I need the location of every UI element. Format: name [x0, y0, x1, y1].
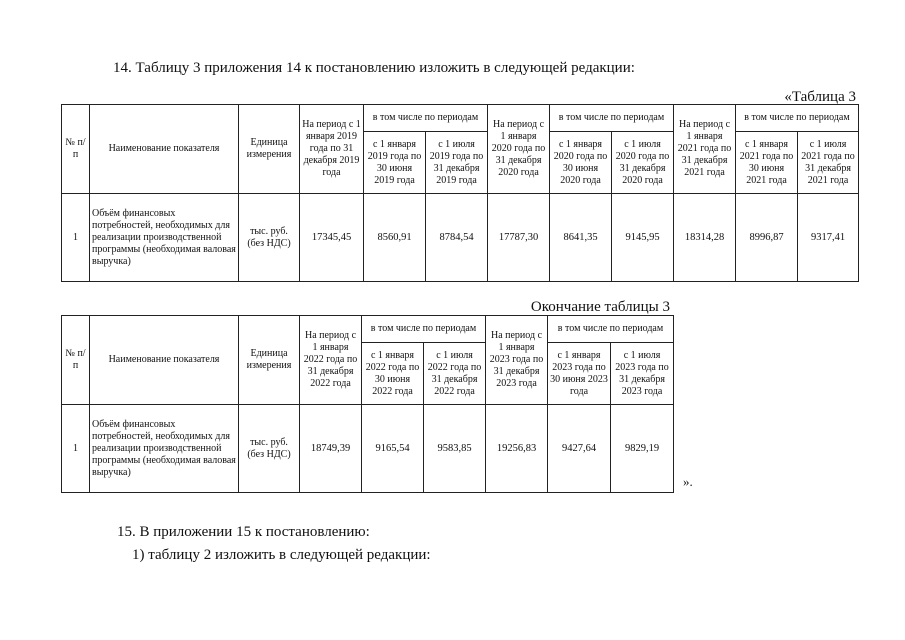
table2: [61, 315, 674, 493]
table2-caption: Окончание таблицы 3: [530, 299, 670, 315]
table1-header-h1-2021: с 1 января 2021 года по 30 июня 2021 года: [736, 132, 798, 194]
table1-value-cell: 9145,95: [612, 194, 674, 282]
table1-header-h1-2019: с 1 января 2019 года по 30 июня 2019 года: [364, 132, 426, 194]
table2-header-h1-2023: с 1 января 2023 года по 30 июня 2023 года: [548, 343, 611, 405]
table2-row-num: 1: [62, 405, 90, 493]
closing-quote: ».: [683, 474, 693, 489]
table1-header-period-2020: На период с 1 января 2020 года по 31 декабря 2020 года: [488, 105, 550, 194]
paragraph-15-item-1: 1) таблицу 2 изложить в следующей редакции:: [132, 547, 431, 563]
table1: [61, 104, 859, 282]
table2-value-cell: 19256,83: [486, 405, 548, 493]
table1-header-incl-2019: в том числе по периодам: [364, 105, 488, 132]
table1-header-period-2021: На период с 1 января 2021 года по 31 декабря 2021 года: [674, 105, 736, 194]
table1-header-unit: Единица измерения: [239, 105, 300, 194]
table1-header-incl-2020: в том числе по периодам: [550, 105, 674, 132]
table2-header-name: Наименование показателя: [90, 316, 239, 405]
table2-row: [62, 405, 674, 493]
table1-value-cell: 9317,41: [798, 194, 859, 282]
table1-value-cell: 8641,35: [550, 194, 612, 282]
table1-value-cell: 8784,54: [426, 194, 488, 282]
table2-value-cell: 18749,39: [300, 405, 362, 493]
table1-header-h2-2021: с 1 июля 2021 года по 31 декабря 2021 года: [798, 132, 859, 194]
table2-header-num: № п/п: [62, 316, 90, 405]
table2-header-h1-2022: с 1 января 2022 года по 30 июня 2022 года: [362, 343, 424, 405]
paragraph-15: 15. В приложении 15 к постановлению:: [117, 524, 370, 540]
table1-value-cell: 8560,91: [364, 194, 426, 282]
table1-value-cell: 8996,87: [736, 194, 798, 282]
table1-row-name: Объём финансовых потребностей, необходимых для реализации производственной программы (необходимая валовая выручка): [90, 194, 239, 282]
table2-header-incl-2022: в том числе по периодам: [362, 316, 486, 343]
table1-row-unit: тыс. руб. (без НДС): [239, 194, 300, 282]
paragraph-14: 14. Таблицу 3 приложения 14 к постановлению изложить в следующей редакции:: [113, 60, 635, 76]
table1-header-h2-2020: с 1 июля 2020 года по 31 декабря 2020 года: [612, 132, 674, 194]
table2-header-h2-2022: с 1 июля 2022 года по 31 декабря 2022 года: [424, 343, 486, 405]
table2-row-name: Объём финансовых потребностей, необходимых для реализации производственной программы (необходимая валовая выручка): [90, 405, 239, 493]
table1-value-cell: 18314,28: [674, 194, 736, 282]
table2-header-incl-2023: в том числе по периодам: [548, 316, 674, 343]
table2-value-cell: 9427,64: [548, 405, 611, 493]
table2-header-period-2022: На период с 1 января 2022 года по 31 декабря 2022 года: [300, 316, 362, 405]
table1-header-name: Наименование показателя: [90, 105, 239, 194]
table2-header-h2-2023: с 1 июля 2023 года по 31 декабря 2023 года: [611, 343, 674, 405]
table2-header-unit: Единица измерения: [239, 316, 300, 405]
table1-value-cell: 17787,30: [488, 194, 550, 282]
table1-header-period-2019: На период с 1 января 2019 года по 31 декабря 2019 года: [300, 105, 364, 194]
table2-value-cell: 9829,19: [611, 405, 674, 493]
table1-row-num: 1: [62, 194, 90, 282]
table2-value-cell: 9583,85: [424, 405, 486, 493]
table2-row-unit: тыс. руб. (без НДС): [239, 405, 300, 493]
table1-row: [62, 194, 859, 282]
table1-header-h1-2020: с 1 января 2020 года по 30 июня 2020 года: [550, 132, 612, 194]
table1-caption: «Таблица 3: [784, 89, 856, 105]
table1-header-incl-2021: в том числе по периодам: [736, 105, 859, 132]
table1-value-cell: 17345,45: [300, 194, 364, 282]
table2-value-cell: 9165,54: [362, 405, 424, 493]
table1-header-num: № п/п: [62, 105, 90, 194]
table2-header-period-2023: На период с 1 января 2023 года по 31 декабря 2023 года: [486, 316, 548, 405]
table1-header-h2-2019: с 1 июля 2019 года по 31 декабря 2019 года: [426, 132, 488, 194]
